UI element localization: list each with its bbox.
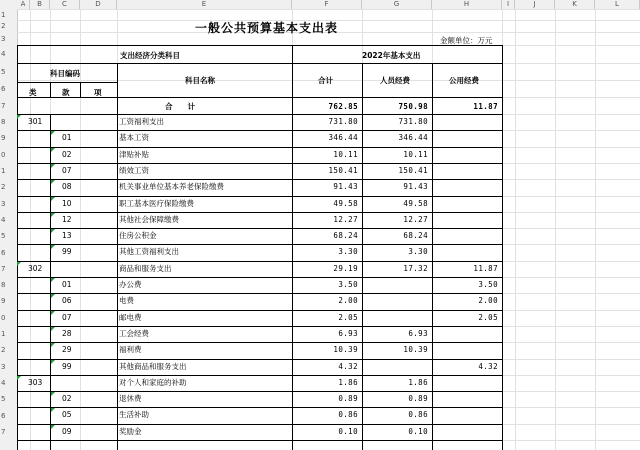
row-header-27[interactable]: 7 <box>1 427 6 436</box>
gridline-vertical <box>555 9 556 450</box>
column-header-d[interactable]: D <box>80 0 117 9</box>
code-kuan: 08 <box>62 182 72 192</box>
column-header-a[interactable]: A <box>17 0 30 9</box>
row-total: 3.50 <box>338 280 358 289</box>
row-header-24[interactable]: 4 <box>1 378 6 387</box>
cell-note-marker <box>51 327 55 331</box>
code-kuan: 07 <box>62 165 72 175</box>
row-header-7[interactable]: 7 <box>1 101 6 110</box>
cell-note-marker <box>51 425 55 429</box>
row-name: 其他社会保障缴费 <box>119 214 179 224</box>
code-lei: 303 <box>28 377 43 387</box>
row-name: 住房公积金 <box>119 231 157 241</box>
table-border <box>17 228 502 229</box>
row-name: 绩效工资 <box>119 165 149 175</box>
table-border <box>17 244 502 245</box>
code-kuan: 28 <box>62 328 72 338</box>
row-name: 工资福利支出 <box>119 117 164 126</box>
header-personnel: 人员经费 <box>380 76 410 85</box>
gridline-vertical <box>80 9 81 450</box>
cell-note-marker <box>51 213 55 217</box>
row-personnel: 10.39 <box>403 345 428 355</box>
column-header-l[interactable]: L <box>595 0 640 9</box>
row-total: 68.24 <box>333 231 358 241</box>
table-border <box>17 440 502 441</box>
row-total: 731.80 <box>328 117 358 126</box>
code-kuan: 09 <box>62 426 72 436</box>
table-border <box>17 407 502 408</box>
table-border <box>17 261 502 262</box>
cell-note-marker <box>51 392 55 396</box>
row-header-14[interactable]: 4 <box>1 215 6 224</box>
cell-note-marker <box>51 278 55 282</box>
table-border <box>17 196 502 197</box>
row-total: 150.41 <box>328 165 358 175</box>
row-header-21[interactable]: 1 <box>1 330 6 339</box>
column-header-e[interactable]: E <box>117 0 292 9</box>
header-econ-class: 支出经济分类科目 <box>120 51 180 60</box>
cell-note-marker <box>51 229 55 233</box>
column-header-g[interactable]: G <box>362 0 432 9</box>
row-total: 6.93 <box>338 328 358 338</box>
row-header-23[interactable]: 3 <box>1 362 6 371</box>
table-border <box>17 45 18 450</box>
cell-note-marker <box>17 115 21 119</box>
cell-note-marker <box>51 180 55 184</box>
sum-total: 762.85 <box>328 102 358 111</box>
table-title: 一般公共预算基本支出表 <box>195 21 339 35</box>
row-personnel: 150.41 <box>398 165 428 175</box>
code-kuan: 99 <box>62 247 72 257</box>
row-public: 4.32 <box>478 361 498 371</box>
code-kuan: 99 <box>62 361 72 371</box>
row-name: 其他商品和服务支出 <box>119 361 187 371</box>
column-header-h[interactable]: H <box>432 0 502 9</box>
table-border <box>17 130 502 131</box>
cell-note-marker <box>51 148 55 152</box>
row-public: 2.05 <box>478 312 498 322</box>
table-border <box>17 359 502 360</box>
table-border <box>432 63 433 450</box>
row-header-2[interactable]: 2 <box>1 22 6 30</box>
table-border <box>17 114 502 115</box>
row-header-15[interactable]: 5 <box>1 232 6 241</box>
row-header-4[interactable]: 4 <box>1 50 6 58</box>
code-kuan: 01 <box>62 133 72 143</box>
row-header-26[interactable]: 6 <box>1 411 6 420</box>
row-header-1[interactable]: 1 <box>1 10 6 19</box>
row-header-9[interactable]: 9 <box>1 134 6 143</box>
table-border <box>50 82 51 97</box>
column-header-c[interactable]: C <box>50 0 80 9</box>
row-total: 0.86 <box>338 410 358 420</box>
row-name: 退休费 <box>119 394 142 404</box>
table-border <box>17 163 502 164</box>
row-personnel: 346.44 <box>398 133 428 143</box>
header-item: 款 <box>62 88 70 97</box>
row-total: 29.19 <box>333 263 358 273</box>
table-border <box>17 97 502 98</box>
row-total: 2.05 <box>338 312 358 322</box>
table-border <box>17 212 502 213</box>
gridline-vertical <box>595 9 596 450</box>
row-header-10[interactable]: 0 <box>1 150 6 159</box>
row-total: 1.86 <box>338 377 358 387</box>
row-total: 49.58 <box>333 198 358 208</box>
row-header-3[interactable]: 3 <box>1 34 6 43</box>
code-kuan: 01 <box>62 280 72 289</box>
table-border <box>17 326 502 327</box>
row-personnel: 1.86 <box>408 377 428 387</box>
gridline-horizontal <box>17 9 640 10</box>
row-name: 机关事业单位基本养老保险缴费 <box>119 182 224 192</box>
row-total: 12.27 <box>333 214 358 224</box>
row-header-18[interactable]: 8 <box>1 281 6 290</box>
row-header-8[interactable]: 8 <box>1 118 6 127</box>
table-border <box>17 82 117 83</box>
row-total: 10.11 <box>333 149 358 159</box>
code-kuan: 02 <box>62 149 72 159</box>
row-header-bar <box>0 9 18 450</box>
sum-public: 11.87 <box>473 102 498 111</box>
row-name: 福利费 <box>119 345 142 355</box>
table-border <box>17 147 502 148</box>
row-name: 基本工资 <box>119 133 149 143</box>
header-total: 合计 <box>318 76 333 85</box>
cell-note-marker <box>51 197 55 201</box>
cell-note-marker <box>51 131 55 135</box>
row-personnel: 0.10 <box>408 426 428 436</box>
cell-note-marker <box>51 245 55 249</box>
header-year-total: 2022年基本支出 <box>362 51 421 60</box>
row-name: 商品和服务支出 <box>119 263 172 273</box>
table-border <box>17 310 502 311</box>
row-personnel: 731.80 <box>398 117 428 126</box>
column-header-j[interactable]: J <box>515 0 555 9</box>
row-header-6[interactable]: 6 <box>1 84 6 93</box>
row-header-19[interactable]: 9 <box>1 297 6 306</box>
cell-grid[interactable] <box>17 9 640 450</box>
code-kuan: 29 <box>62 345 72 355</box>
row-header-17[interactable]: 7 <box>1 264 6 273</box>
row-header-11[interactable]: 1 <box>1 167 6 176</box>
cell-note-marker <box>51 408 55 412</box>
row-header-13[interactable]: 3 <box>1 199 6 208</box>
row-personnel: 6.93 <box>408 328 428 338</box>
row-name: 津贴补贴 <box>119 149 149 159</box>
gridline-vertical <box>515 9 516 450</box>
row-personnel: 12.27 <box>403 214 428 224</box>
cell-note-marker <box>17 262 21 266</box>
code-kuan: 07 <box>62 312 72 322</box>
row-name: 邮电费 <box>119 312 142 322</box>
row-name: 生活补助 <box>119 410 149 420</box>
cell-note-marker <box>51 294 55 298</box>
header-name: 科目名称 <box>185 76 215 85</box>
row-personnel: 3.30 <box>408 247 428 257</box>
cell-note-marker <box>51 164 55 168</box>
row-public: 2.00 <box>478 296 498 306</box>
table-border <box>17 277 502 278</box>
row-header-25[interactable]: 5 <box>1 395 6 404</box>
code-kuan: 05 <box>62 410 72 420</box>
cell-note-marker <box>17 376 21 380</box>
row-personnel: 91.43 <box>403 182 428 192</box>
row-name: 工会经费 <box>119 328 149 338</box>
code-kuan: 13 <box>62 231 72 241</box>
row-personnel: 49.58 <box>403 198 428 208</box>
table-border <box>17 424 502 425</box>
table-border <box>17 63 502 64</box>
column-header-i[interactable]: I <box>502 0 515 9</box>
row-header-5[interactable]: 5 <box>1 67 6 76</box>
row-name: 其他工资福利支出 <box>119 247 179 257</box>
table-border <box>17 293 502 294</box>
row-name: 办公费 <box>119 280 142 289</box>
code-kuan: 02 <box>62 394 72 404</box>
code-kuan: 10 <box>62 198 72 208</box>
row-name: 职工基本医疗保险缴费 <box>119 198 194 208</box>
row-personnel: 10.11 <box>403 149 428 159</box>
table-border <box>17 45 502 46</box>
cell-note-marker <box>51 311 55 315</box>
code-lei: 302 <box>28 263 43 273</box>
row-personnel: 17.32 <box>403 263 428 273</box>
table-border <box>17 179 502 180</box>
row-total: 2.00 <box>338 296 358 306</box>
header-public: 公用经费 <box>449 76 479 85</box>
row-personnel: 0.86 <box>408 410 428 420</box>
row-personnel: 0.89 <box>408 394 428 404</box>
sum-personnel: 750.98 <box>398 102 428 111</box>
column-header-k[interactable]: K <box>555 0 595 9</box>
row-total: 346.44 <box>328 133 358 143</box>
row-name: 电费 <box>119 296 134 306</box>
cell-note-marker <box>51 360 55 364</box>
row-header-22[interactable]: 2 <box>1 346 6 355</box>
code-kuan: 06 <box>62 296 72 306</box>
row-total: 0.89 <box>338 394 358 404</box>
table-border <box>17 391 502 392</box>
row-total: 10.39 <box>333 345 358 355</box>
row-header-12[interactable]: 2 <box>1 183 6 192</box>
sum-label: 合 计 <box>165 102 195 111</box>
row-header-16[interactable]: 6 <box>1 248 6 257</box>
table-border <box>502 45 503 450</box>
header-sub: 项 <box>94 88 102 97</box>
code-lei: 301 <box>28 117 43 126</box>
row-public: 3.50 <box>478 280 498 289</box>
table-border <box>17 342 502 343</box>
row-personnel: 68.24 <box>403 231 428 241</box>
unit-label: 金额单位：万元 <box>440 36 493 45</box>
row-header-20[interactable]: 0 <box>1 313 6 322</box>
row-name: 奖励金 <box>119 426 142 436</box>
table-border <box>117 63 118 450</box>
row-name: 对个人和家庭的补助 <box>119 377 187 387</box>
cell-note-marker <box>51 343 55 347</box>
row-total: 91.43 <box>333 182 358 192</box>
column-header-b[interactable]: B <box>30 0 50 9</box>
table-border <box>17 375 502 376</box>
code-kuan: 12 <box>62 214 72 224</box>
row-public: 11.87 <box>473 263 498 273</box>
row-total: 0.10 <box>338 426 358 436</box>
header-code: 科目编码 <box>50 69 80 78</box>
header-kind: 类 <box>29 88 37 97</box>
table-border <box>80 82 81 97</box>
column-header-f[interactable]: F <box>292 0 362 9</box>
row-total: 4.32 <box>338 361 358 371</box>
row-total: 3.30 <box>338 247 358 257</box>
